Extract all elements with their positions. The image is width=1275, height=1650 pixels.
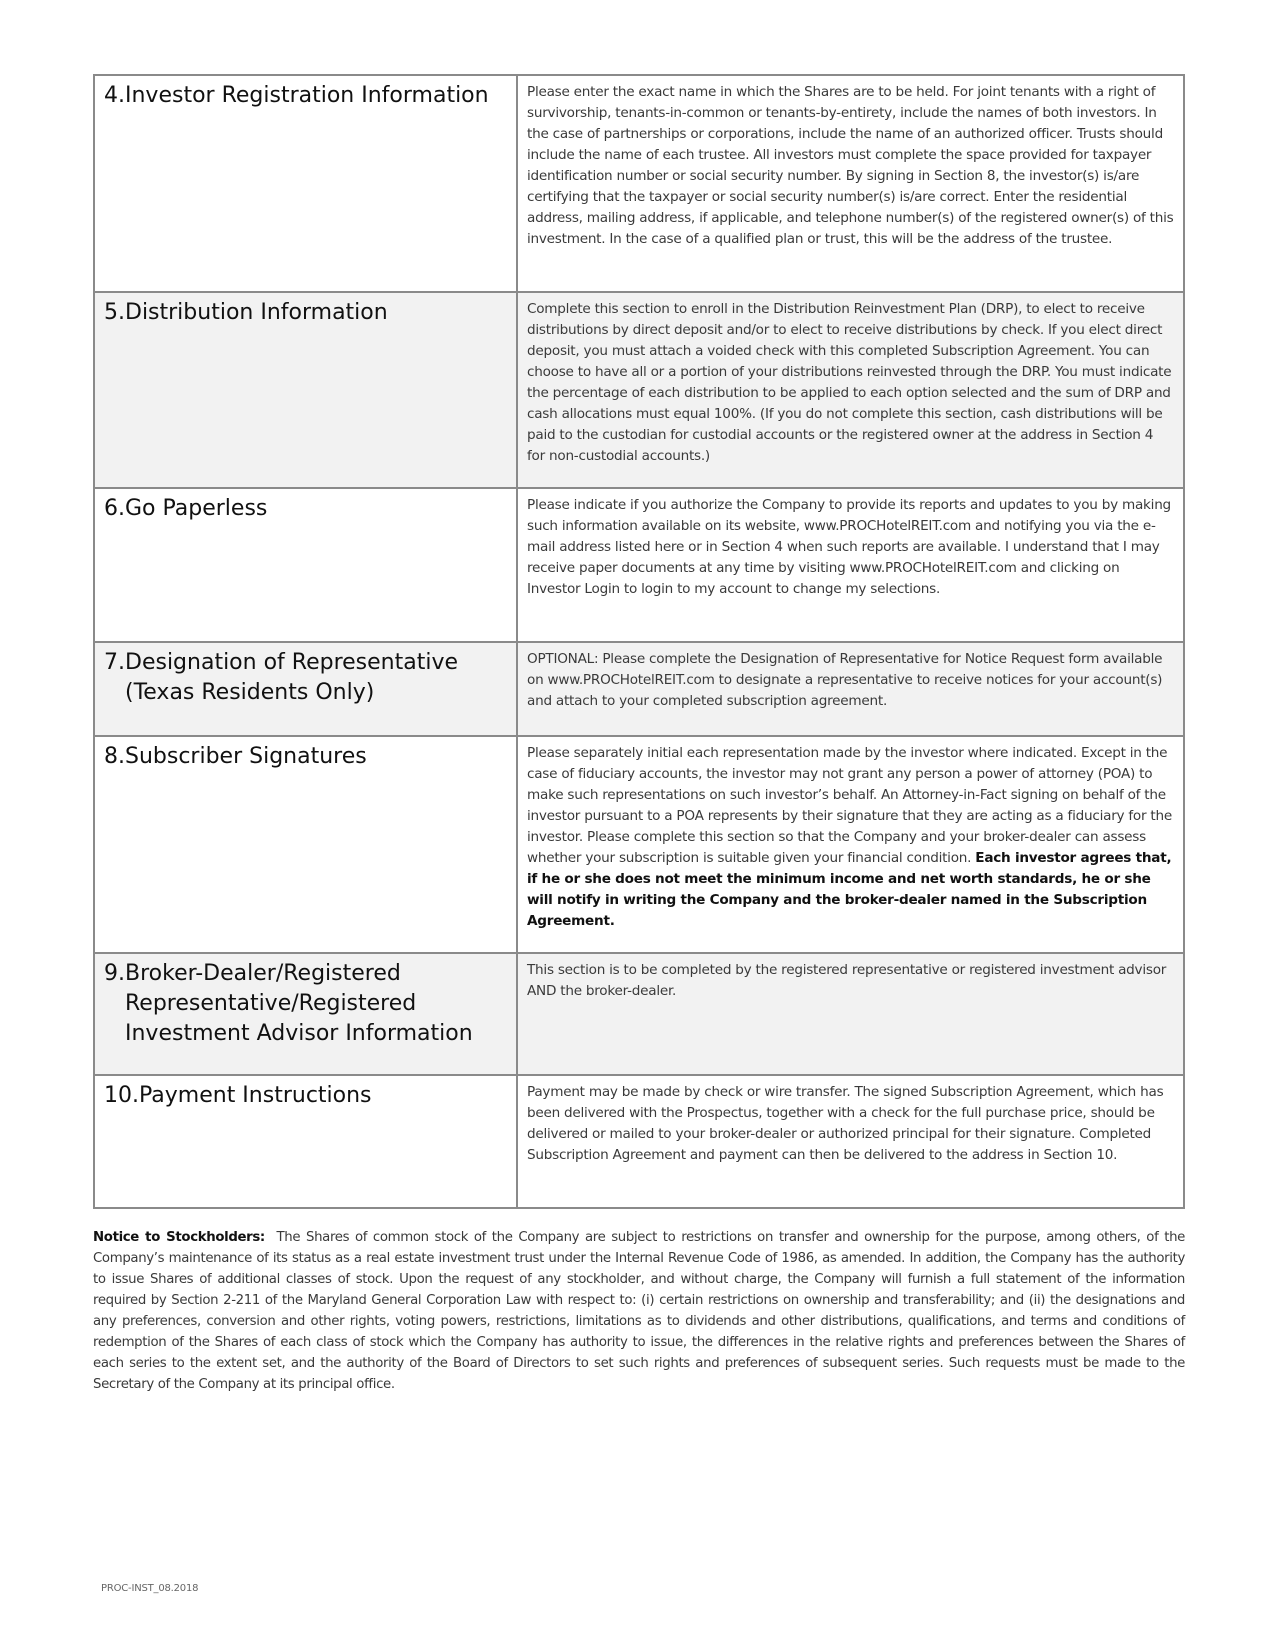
section-number: 8. [104, 744, 125, 769]
section-heading [95, 954, 516, 1049]
section-number: 7. [104, 650, 125, 675]
section-number: 5. [104, 300, 125, 325]
instructions-table [93, 74, 1185, 1209]
section-number: 4. [104, 83, 125, 108]
section-title-cell [94, 1075, 517, 1208]
section-row-4 [94, 75, 1184, 292]
section-title: Distribution Information [125, 300, 388, 325]
section-text: Complete this section to enroll in the Distribution Reinvestment Plan (DRP), to elect to receive distributions by direct deposit and/or to elect to receive distributions by check. If you elect direct deposit, you must attach a voided check with this completed Subscription Agreement. You can choose to have all or a portion of your distributions reinvested through the DRP. You must indicate the percentage of each distribution to be applied to each option selected and the sum of DRP and cash allocations must equal 100%. (If you do not complete this section, cash distributions will be paid to the custodian for custodial accounts or the registered owner at the address in Section 4 for non-custodial accounts.) [527, 301, 1172, 464]
section-title-cell [94, 488, 517, 642]
section-heading [95, 76, 516, 111]
section-heading [95, 737, 516, 772]
section-text-bold: Each investor agrees that, if he or she does not meet the minimum income and net worth standards, he or she will notify in writing the Company and the broker-dealer named in the Subscription Agreement. [527, 850, 1172, 929]
section-text: Please enter the exact name in which the Shares are to be held. For joint tenants with a right of survivorship, tenants-in-common or tenants-by-entirety, include the names of both investors. In the case of partnerships or corporations, include the name of an authorized officer. Trusts should include the name of each trustee. All investors must complete the space provided for taxpayer identification number or social security number. By signing in Section 8, the investor(s) is/are certifying that the taxpayer or social security number(s) is/are correct. Enter the residential address, mailing address, if applicable, and telephone number(s) of the registered owner(s) of this investment. In the case of a qualified plan or trust, this will be the address of the trustee. [527, 84, 1174, 247]
section-text: Please indicate if you authorize the Company to provide its reports and updates to you by making such information available on its website, www.PROCHotelREIT.com and notifying you via the e-mail address listed here or in Section 4 when such reports are available. I understand that I may receive paper documents at any time by visiting www.PROCHotelREIT.com and clicking on Investor Login to login to my account to change my selections. [527, 497, 1171, 597]
section-number: 9. [104, 961, 125, 986]
section-description [518, 737, 1183, 940]
section-heading [95, 489, 516, 524]
section-title: Investor Registration Information [125, 83, 489, 108]
section-text: This section is to be completed by the registered representative or registered investment advisor AND the broker-dealer. [527, 962, 1167, 999]
section-description [518, 954, 1183, 1010]
section-description [518, 489, 1183, 608]
section-body-cell [517, 75, 1184, 292]
section-heading [95, 1076, 516, 1111]
section-body-cell [517, 953, 1184, 1075]
section-description [518, 293, 1183, 475]
section-text: Payment may be made by check or wire transfer. The signed Subscription Agreement, which has been delivered with the Prospectus, together with a check for the full purchase price, should be delivered or mailed to your broker-dealer or authorized principal for their signature. Completed Subscription Agreement and payment can then be delivered to the address in Section 10. [527, 1084, 1164, 1163]
section-text: OPTIONAL: Please complete the Designation of Representative for Notice Request form available on www.PROCHotelREIT.com to designate a representative to receive notices for your account(s) and attach to your completed subscription agreement. [527, 651, 1163, 709]
section-row-5 [94, 292, 1184, 488]
section-number: 6. [104, 496, 125, 521]
section-body-cell [517, 736, 1184, 953]
section-heading [95, 643, 516, 708]
section-title: Subscriber Signatures [125, 744, 367, 769]
section-heading [95, 293, 516, 328]
section-description [518, 76, 1183, 258]
section-body-cell [517, 1075, 1184, 1208]
section-title-cell [94, 75, 517, 292]
section-body-cell [517, 488, 1184, 642]
section-body-cell [517, 642, 1184, 736]
section-title-cell [94, 292, 517, 488]
section-title-cell [94, 736, 517, 953]
form-code: PROC-INST_08.2018 [101, 1583, 199, 1594]
section-text: Please separately initial each representation made by the investor where indicated. Except in the case of fiduciary accounts, the investor may not grant any person a power of attorney (POA) to make such representations on such investor’s behalf. An Attorney-in-Fact signing on behalf of the investor pursuant to a POA represents by their signature that they are acting as a fiduciary for the investor. Please complete this section so that the Company and your broker-dealer can assess whether your subscription is suitable given your financial condition. [527, 745, 1172, 866]
section-row-9 [94, 953, 1184, 1075]
notice-label: Notice to Stockholders: [93, 1230, 265, 1245]
section-row-6 [94, 488, 1184, 642]
section-title-cell [94, 642, 517, 736]
section-row-7 [94, 642, 1184, 736]
section-description [518, 1076, 1183, 1174]
section-title-cell [94, 953, 517, 1075]
notice-to-stockholders [93, 1227, 1185, 1395]
notice-text: The Shares of common stock of the Company are subject to restrictions on transfer and ownership for the purpose, among others, of the Company’s maintenance of its status as a real estate investment trust under the Internal Revenue Code of 1986, as amended. In addition, the Company has the authority to issue Shares of additional classes of stock. Upon the request of any stockholder, and without charge, the Company will furnish a full statement of the information required by Section 2-211 of the Maryland General Corporation Law with respect to: (i) certain restrictions on ownership and transferability; and (ii) the designations and any preferences, conversion and other rights, voting powers, restrictions, limitations as to dividends and other distributions, qualifications, and terms and conditions of redemption of the Shares of each class of stock which the Company has authority to issue, the differences in the relative rights and preferences between the Shares of each series to the extent set, and the authority of the Board of Directors to set such rights and preferences of subsequent series. Such requests must be made to the Secretary of the Company at its principal office. [93, 1230, 1185, 1392]
section-number: 10. [104, 1083, 139, 1108]
section-body-cell [517, 292, 1184, 488]
section-title: Broker-Dealer/Registered Representative/Registered Investment Advisor Information [125, 961, 473, 1046]
section-title: Designation of Representative (Texas Residents Only) [125, 650, 459, 705]
section-title: Go Paperless [125, 496, 268, 521]
section-row-10 [94, 1075, 1184, 1208]
section-title: Payment Instructions [139, 1083, 372, 1108]
section-description [518, 643, 1183, 720]
section-row-8 [94, 736, 1184, 953]
